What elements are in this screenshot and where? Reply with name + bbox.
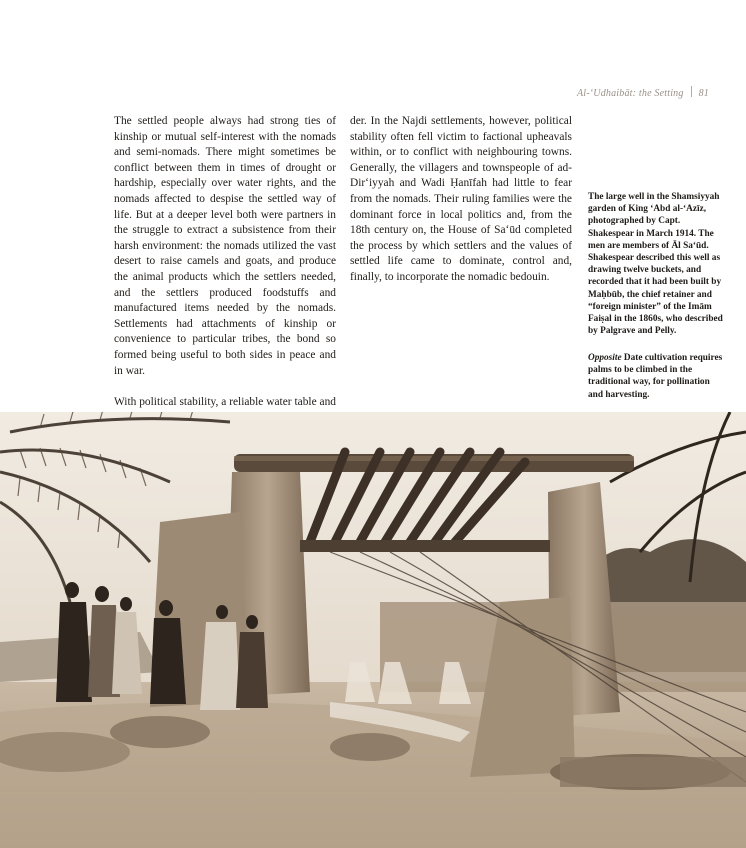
body-paragraph: The settled people always had strong ties of kinship or mutual self-interest with the nomads and semi-nomads. There might sometimes be conflict between them in times of drought or hardship, especially over water rights, and the nomads affected to despise the settled way of life. But at a deeper level both were partners in the struggle to extract a subsistence from their harsh environment: the nomads utilized the vast desert to raise camels and goats, and produce the animal products which the settlers needed, and the settlers produced foodstuffs and manufactured items needed by the nomads. Settlements had attachments of kinship or convenience to particular tribes, the bond so formed being useful to both sides in peace and in war.: [114, 115, 336, 377]
well-photo-illustration: [0, 412, 746, 848]
photo-caption-opposite: [588, 352, 726, 401]
running-head: [577, 86, 709, 99]
caption-opposite-text: Date cultivation requires palms to be climbed in the traditional way, for pollination and harvesting.: [588, 353, 723, 400]
body-column-left: [114, 114, 336, 441]
body-paragraph: der. In the Najdi settlements, however, political stability often fell victim to factional upheavals within, or to conflict with neighbouring towns. Generally, the villagers and townspeople of ad-Dir‘iyyah and Wadi Ḥanīfah had little to fear from the nomads. Their ruling families were the dominant force in local politics and, from the 18th century on, the House of Sa‘ūd completed the process by which settlers and the values of settled life came to dominate, control and, finally, to incorporate the nomadic bedouin.: [350, 115, 572, 283]
photo-caption-well: The large well in the Shamsiyyah garden of King ‘Abd al-‘Azīz, photographed by Capt. Shakespear in March 1914. The men are members of Āl Sa‘ūd. Shakespear described this well as drawing twelve buckets, and recorded that it had been built by Maḥbūb, the chief retainer and “foreign minister” of the Imām Faiṣal in the 1860s, who described by Palgrave and Pelly.: [588, 192, 723, 337]
caption-opposite-lead: Opposite: [588, 353, 622, 363]
body-column-middle: [350, 114, 572, 286]
photograph-shamsiyyah-well: [0, 412, 746, 848]
running-head-divider: [691, 86, 692, 97]
running-head-title: Al-‘Udhaibāt: the Setting: [576, 88, 684, 99]
body-paragraph: With political stability, a reliable water table and: [114, 395, 336, 408]
page-number: 81: [698, 88, 709, 99]
